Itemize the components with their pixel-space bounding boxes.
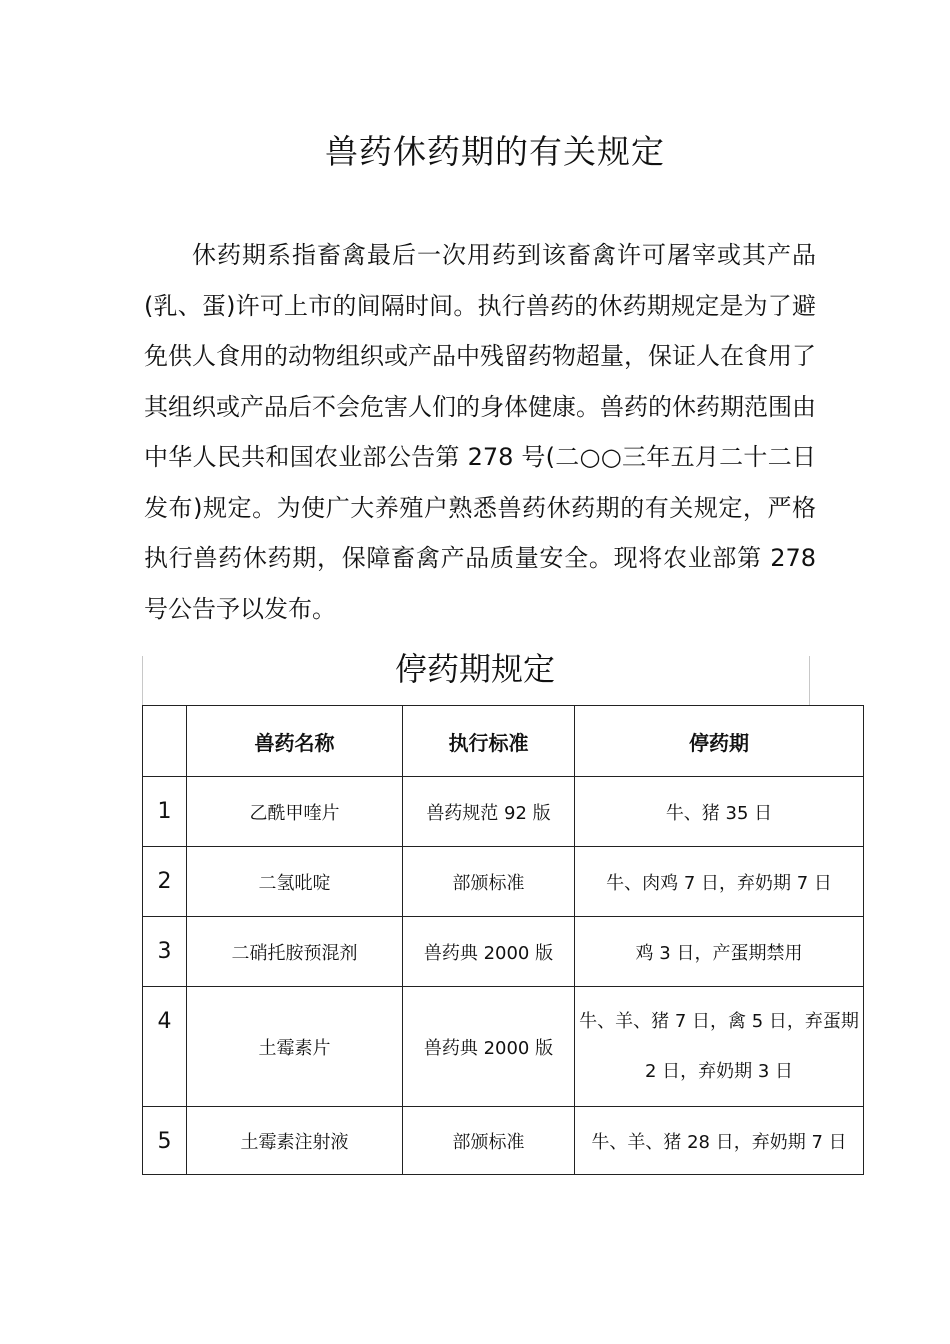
drug-name-cell: 乙酰甲喹片 bbox=[187, 777, 403, 847]
page-title: 兽药休药期的有关规定 bbox=[325, 132, 665, 171]
row-number: 1 bbox=[143, 777, 187, 847]
row-number: 4 bbox=[143, 987, 187, 1107]
standard-cell: 兽药典 2000 版 bbox=[403, 917, 575, 987]
header-standard: 执行标准 bbox=[403, 706, 575, 777]
row-number: 3 bbox=[143, 917, 187, 987]
drug-name-cell: 二硝托胺预混剂 bbox=[187, 917, 403, 987]
standard-cell: 兽药规范 92 版 bbox=[403, 777, 575, 847]
row-number: 5 bbox=[143, 1107, 187, 1175]
standard-cell: 兽药典 2000 版 bbox=[403, 987, 575, 1107]
drug-name-cell: 土霉素片 bbox=[187, 987, 403, 1107]
period-cell: 鸡 3 日，产蛋期禁用 bbox=[575, 917, 864, 987]
table-row bbox=[143, 917, 864, 987]
table-header-row bbox=[143, 706, 864, 777]
period-cell: 牛、羊、猪 28 日，弃奶期 7 日 bbox=[575, 1107, 864, 1175]
table-row bbox=[143, 847, 864, 917]
table-row bbox=[143, 777, 864, 847]
period-cell: 牛、猪 35 日 bbox=[575, 777, 864, 847]
withdrawal-period-table bbox=[142, 705, 864, 1175]
header-withdrawal-period: 停药期 bbox=[575, 706, 864, 777]
table-row bbox=[143, 1107, 864, 1175]
period-cell: 牛、肉鸡 7 日，弃奶期 7 日 bbox=[575, 847, 864, 917]
period-cell: 牛、羊、猪 7 日，禽 5 日，弃蛋期 2 日，弃奶期 3 日 bbox=[575, 987, 864, 1107]
drug-name-cell: 二氢吡啶 bbox=[187, 847, 403, 917]
standard-cell: 部颁标准 bbox=[403, 847, 575, 917]
row-number: 2 bbox=[143, 847, 187, 917]
header-index bbox=[143, 706, 187, 777]
drug-name-cell: 土霉素注射液 bbox=[187, 1107, 403, 1175]
standard-cell: 部颁标准 bbox=[403, 1107, 575, 1175]
table-row bbox=[143, 987, 864, 1107]
intro-paragraph: 休药期系指畜禽最后一次用药到该畜禽许可屠宰或其产品(乳、蛋)许可上市的间隔时间。执行兽药的休药期规定是为了避免供人食用的动物组织或产品中残留药物超量，保证人在食用了其组织或产品后不会危害人们的身体健康。兽药的休药期范围由中华人民共和国农业部公告第 278 号(二○○三年五月二十二日发布)规定。为使广大养殖户熟悉兽药休药期的有关规定，严格执行兽药休药期，保障畜禽产品质量安全。现将农业部第 278 号公告予以发布。 bbox=[144, 241, 816, 623]
table-title: 停药期规定 bbox=[394, 650, 555, 688]
header-drug-name: 兽药名称 bbox=[187, 706, 403, 777]
